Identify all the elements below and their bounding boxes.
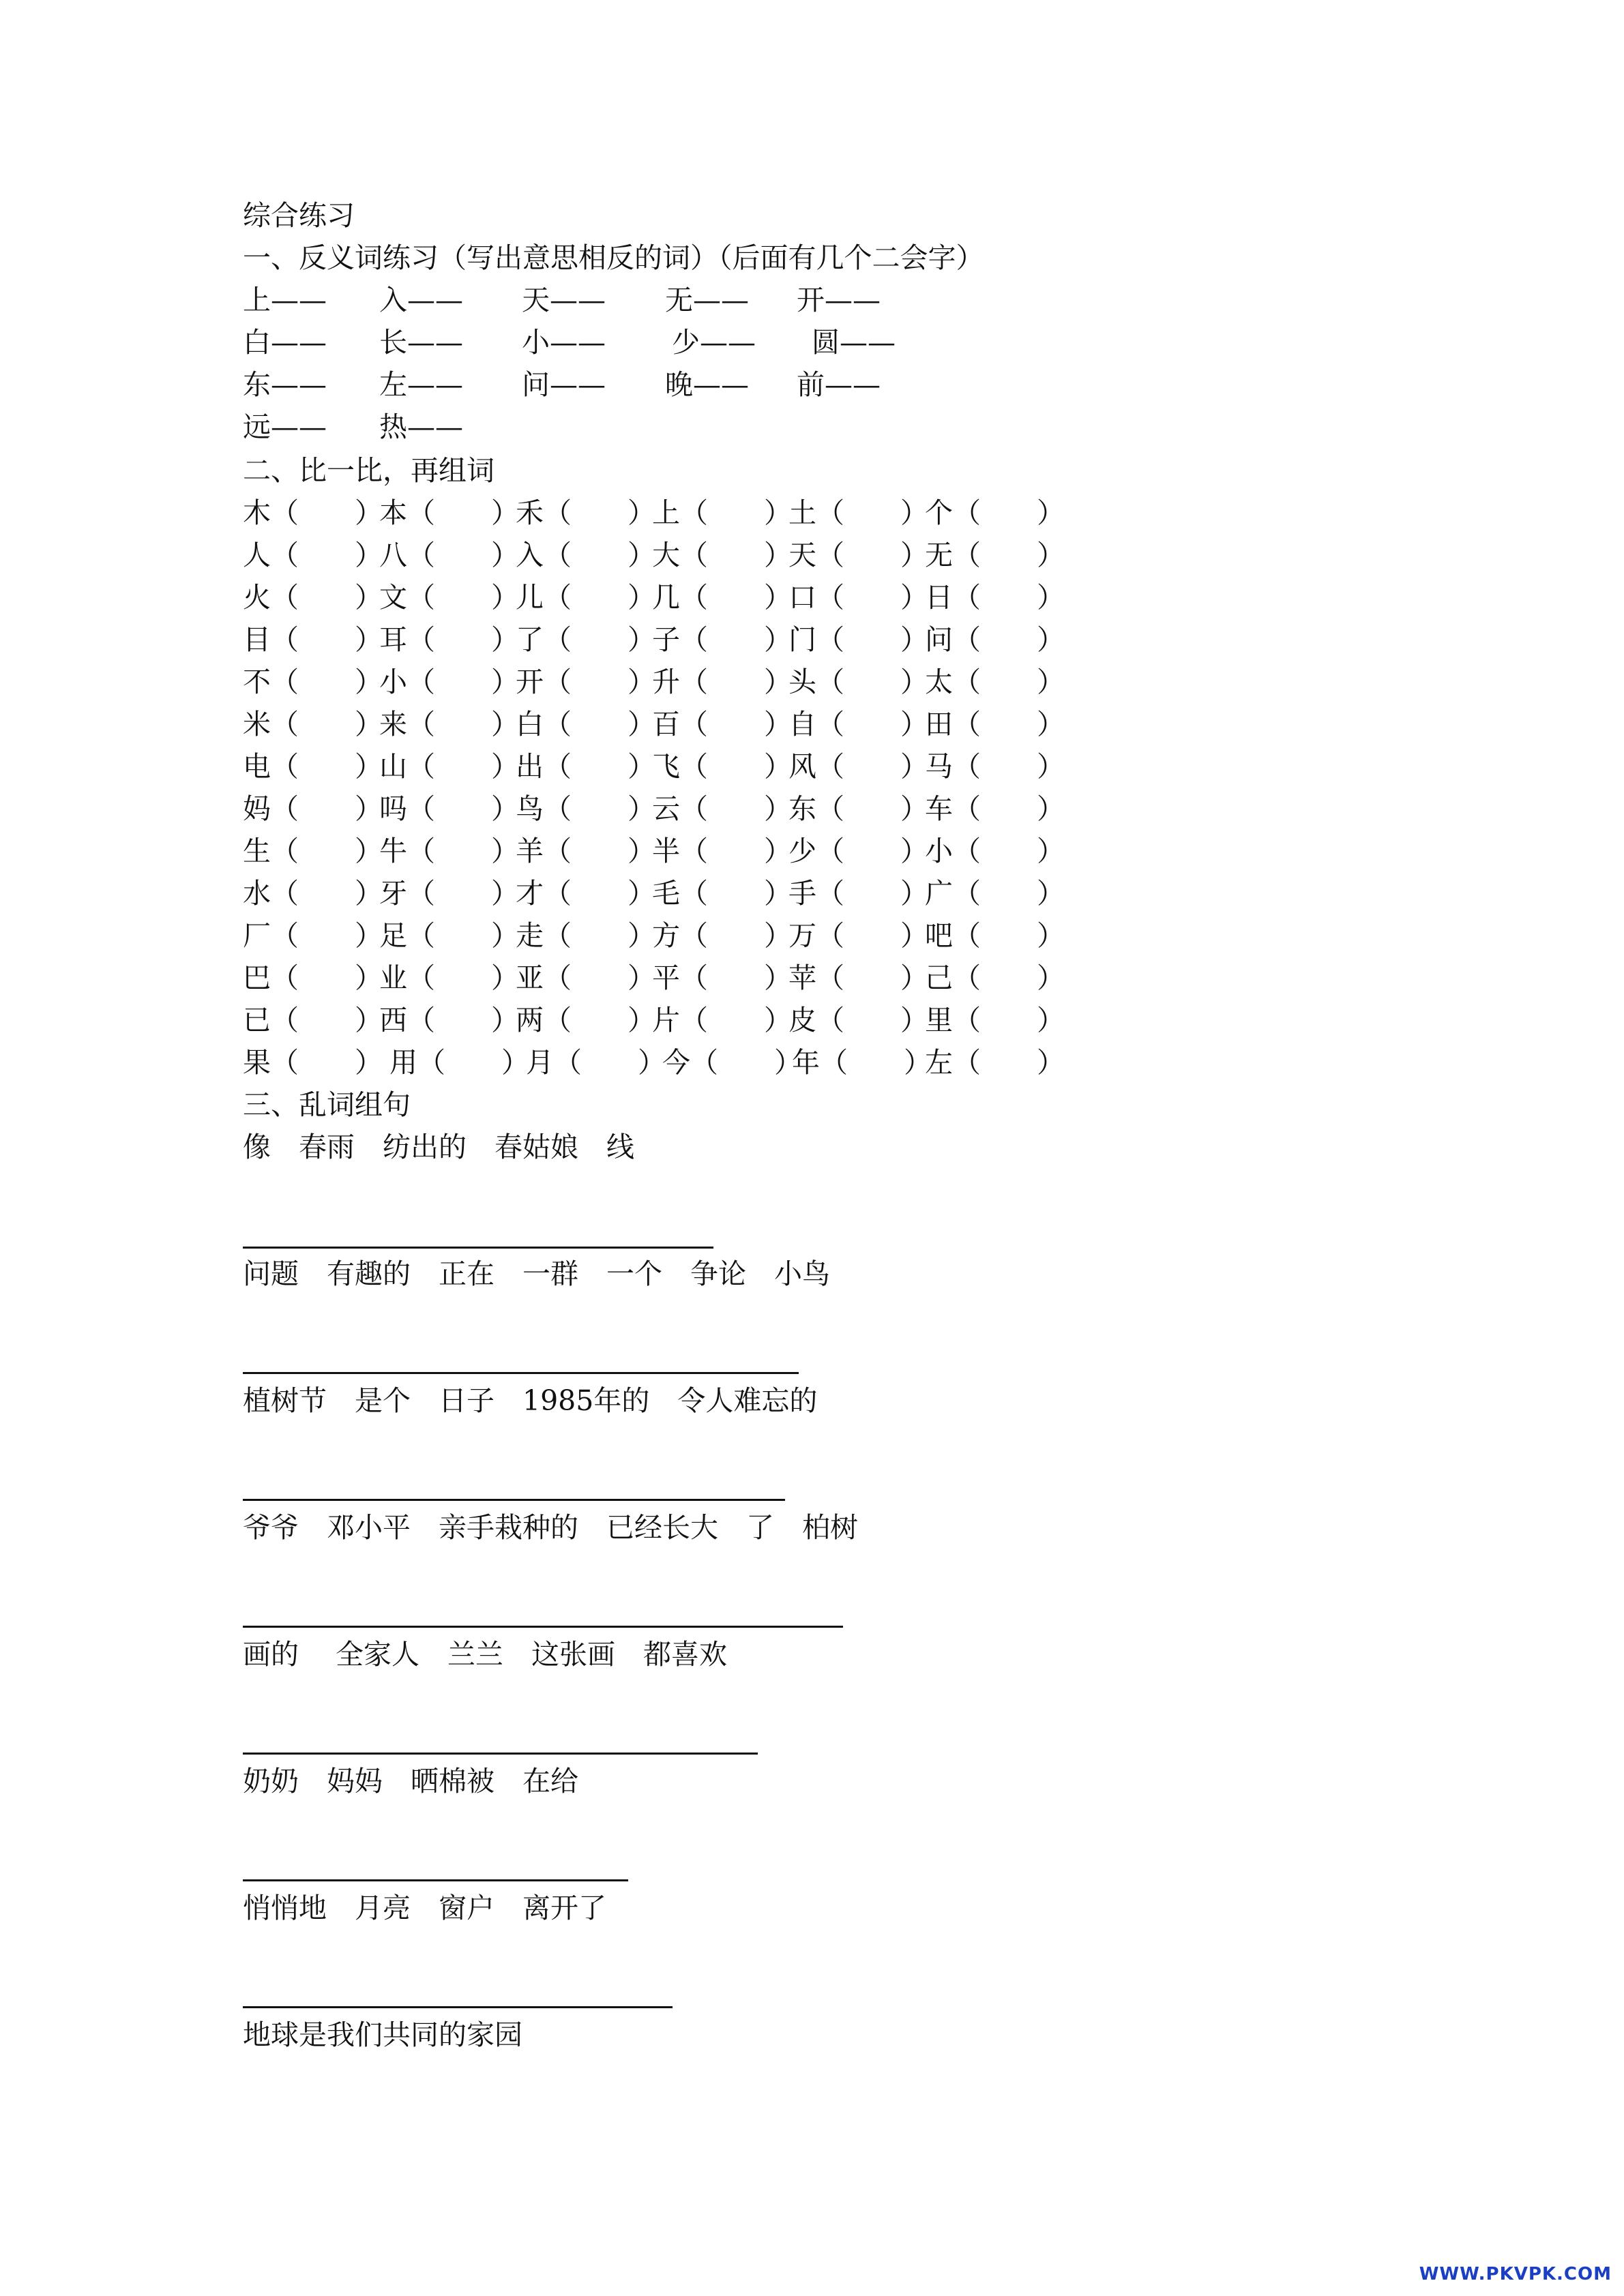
compare-item[interactable]: 吗（ ） bbox=[379, 792, 519, 825]
compare-item[interactable]: 日（ ） bbox=[925, 581, 1065, 614]
compare-item[interactable]: 西（ ） bbox=[379, 1004, 519, 1037]
compare-item[interactable]: 月（ ） bbox=[526, 1046, 666, 1079]
compare-item[interactable]: 白（ ） bbox=[516, 708, 655, 741]
compare-item[interactable]: 果（ ） bbox=[243, 1046, 383, 1079]
compare-item[interactable]: 来（ ） bbox=[379, 708, 519, 741]
compare-item[interactable]: 云（ ） bbox=[652, 792, 792, 825]
scramble-item: 问题 有趣的 正在 一群 一个 争论 小鸟 bbox=[243, 1257, 830, 1290]
compare-item[interactable]: 妈（ ） bbox=[243, 792, 383, 825]
compare-item[interactable]: 口（ ） bbox=[788, 581, 928, 614]
compare-row bbox=[243, 792, 1130, 825]
compare-row bbox=[243, 835, 1130, 867]
compare-item[interactable]: 火（ ） bbox=[243, 581, 383, 614]
compare-row bbox=[243, 750, 1130, 783]
scramble-item: 奶奶 妈妈 晒棉被 在给 bbox=[243, 1765, 578, 1798]
compare-item[interactable]: 门（ ） bbox=[788, 623, 928, 656]
compare-item[interactable]: 问（ ） bbox=[925, 623, 1065, 656]
compare-row bbox=[243, 496, 1130, 529]
compare-item[interactable]: 太（ ） bbox=[925, 666, 1065, 698]
antonym-item: 白—— bbox=[243, 326, 327, 359]
compare-item[interactable]: 足（ ） bbox=[379, 919, 519, 952]
compare-item[interactable]: 已（ ） bbox=[243, 1004, 383, 1037]
compare-item[interactable]: 水（ ） bbox=[243, 877, 383, 910]
compare-item[interactable]: 业（ ） bbox=[379, 961, 519, 994]
compare-item[interactable]: 上（ ） bbox=[652, 496, 792, 529]
compare-item[interactable]: 年（ ） bbox=[792, 1046, 932, 1079]
compare-item[interactable]: 半（ ） bbox=[652, 835, 792, 867]
answer-line[interactable] bbox=[243, 1626, 843, 1628]
compare-item[interactable]: 两（ ） bbox=[516, 1004, 655, 1037]
compare-item[interactable]: 才（ ） bbox=[516, 877, 655, 910]
antonym-item: 少—— bbox=[672, 326, 756, 359]
compare-item[interactable]: 毛（ ） bbox=[652, 877, 792, 910]
antonym-item: 小—— bbox=[522, 326, 606, 359]
compare-item[interactable]: 羊（ ） bbox=[516, 835, 655, 867]
compare-item[interactable]: 土（ ） bbox=[788, 496, 928, 529]
compare-row bbox=[243, 919, 1130, 952]
compare-item[interactable]: 手（ ） bbox=[788, 877, 928, 910]
antonym-item: 上—— bbox=[243, 284, 327, 316]
compare-item[interactable]: 小（ ） bbox=[925, 835, 1065, 867]
compare-row bbox=[243, 1004, 1130, 1037]
compare-item[interactable]: 用（ ） bbox=[389, 1046, 529, 1079]
compare-item[interactable]: 人（ ） bbox=[243, 539, 383, 571]
antonym-item: 远—— bbox=[243, 411, 327, 443]
compare-item[interactable]: 子（ ） bbox=[652, 623, 792, 656]
compare-item[interactable]: 生（ ） bbox=[243, 835, 383, 867]
compare-item[interactable]: 皮（ ） bbox=[788, 1004, 928, 1037]
section1-heading: 一、反义词练习（写出意思相反的词）（后面有几个二会字） bbox=[243, 241, 984, 274]
compare-row bbox=[243, 623, 1130, 656]
antonym-item: 前—— bbox=[797, 368, 881, 401]
compare-item[interactable]: 片（ ） bbox=[652, 1004, 792, 1037]
antonym-item: 天—— bbox=[522, 284, 606, 316]
compare-item[interactable]: 大（ ） bbox=[652, 539, 792, 571]
compare-item[interactable]: 无（ ） bbox=[925, 539, 1065, 571]
compare-item[interactable]: 车（ ） bbox=[925, 792, 1065, 825]
compare-item[interactable]: 苹（ ） bbox=[788, 961, 928, 994]
answer-line[interactable] bbox=[243, 1247, 713, 1249]
compare-item[interactable]: 电（ ） bbox=[243, 750, 383, 783]
compare-item[interactable]: 了（ ） bbox=[516, 623, 655, 656]
compare-row bbox=[243, 708, 1130, 741]
compare-item[interactable]: 方（ ） bbox=[652, 919, 792, 952]
compare-item[interactable]: 山（ ） bbox=[379, 750, 519, 783]
compare-item[interactable]: 个（ ） bbox=[925, 496, 1065, 529]
scramble-item: 悄悄地 月亮 窗户 离开了 bbox=[243, 1892, 606, 1924]
antonym-item: 入—— bbox=[379, 284, 463, 316]
compare-item[interactable]: 牛（ ） bbox=[379, 835, 519, 867]
compare-item[interactable]: 本（ ） bbox=[379, 496, 519, 529]
compare-item[interactable]: 出（ ） bbox=[516, 750, 655, 783]
compare-item[interactable]: 头（ ） bbox=[788, 666, 928, 698]
antonym-item: 热—— bbox=[379, 411, 463, 443]
compare-item[interactable]: 自（ ） bbox=[788, 708, 928, 741]
antonym-item: 问—— bbox=[522, 368, 606, 401]
compare-row bbox=[243, 539, 1130, 571]
compare-item[interactable]: 马（ ） bbox=[925, 750, 1065, 783]
compare-item[interactable]: 田（ ） bbox=[925, 708, 1065, 741]
compare-item[interactable]: 左（ ） bbox=[925, 1046, 1065, 1079]
compare-item[interactable]: 巴（ ） bbox=[243, 961, 383, 994]
compare-item[interactable]: 厂（ ） bbox=[243, 919, 383, 952]
answer-line[interactable] bbox=[243, 1879, 628, 1881]
compare-item[interactable]: 目（ ） bbox=[243, 623, 383, 656]
scramble-item: 像 春雨 纺出的 春姑娘 线 bbox=[243, 1131, 634, 1163]
antonym-item: 左—— bbox=[379, 368, 463, 401]
scramble-item: 地球是我们共同的家园 bbox=[243, 2018, 522, 2051]
site-watermark[interactable]: WWW.PKVPK.COM bbox=[1419, 2264, 1612, 2284]
compare-item[interactable]: 小（ ） bbox=[379, 666, 519, 698]
compare-row bbox=[243, 666, 1130, 698]
compare-item[interactable]: 升（ ） bbox=[652, 666, 792, 698]
answer-line[interactable] bbox=[243, 2006, 673, 2008]
compare-item[interactable]: 八（ ） bbox=[379, 539, 519, 571]
compare-row bbox=[243, 961, 1130, 994]
compare-item[interactable]: 入（ ） bbox=[516, 539, 655, 571]
antonym-item: 长—— bbox=[379, 326, 463, 359]
document-title: 综合练习 bbox=[243, 199, 355, 232]
compare-item[interactable]: 平（ ） bbox=[652, 961, 792, 994]
section3-heading: 三、乱词组句 bbox=[243, 1088, 411, 1121]
answer-line[interactable] bbox=[243, 1372, 799, 1374]
antonym-item: 无—— bbox=[665, 284, 749, 316]
compare-item[interactable]: 百（ ） bbox=[652, 708, 792, 741]
compare-row bbox=[243, 581, 1130, 614]
compare-item[interactable]: 今（ ） bbox=[662, 1046, 802, 1079]
compare-item[interactable]: 飞（ ） bbox=[652, 750, 792, 783]
antonym-item: 东—— bbox=[243, 368, 327, 401]
compare-item[interactable]: 不（ ） bbox=[243, 666, 383, 698]
compare-item[interactable]: 文（ ） bbox=[379, 581, 519, 614]
compare-item[interactable]: 儿（ ） bbox=[516, 581, 655, 614]
compare-item[interactable]: 米（ ） bbox=[243, 708, 383, 741]
answer-line[interactable] bbox=[243, 1753, 758, 1755]
scramble-item: 画的 全家人 兰兰 这张画 都喜欢 bbox=[243, 1638, 728, 1671]
compare-item[interactable]: 走（ ） bbox=[516, 919, 655, 952]
section2-heading: 二、比一比，再组词 bbox=[243, 454, 494, 487]
scramble-item: 爷爷 邓小平 亲手栽种的 已经长大 了 柏树 bbox=[243, 1511, 858, 1544]
compare-item[interactable]: 东（ ） bbox=[788, 792, 928, 825]
compare-item[interactable]: 牙（ ） bbox=[379, 877, 519, 910]
antonym-item: 开—— bbox=[797, 284, 881, 316]
answer-line[interactable] bbox=[243, 1499, 785, 1501]
compare-item[interactable]: 开（ ） bbox=[516, 666, 655, 698]
compare-item[interactable]: 己（ ） bbox=[925, 961, 1065, 994]
antonym-item: 圆—— bbox=[812, 326, 896, 359]
compare-item[interactable]: 少（ ） bbox=[788, 835, 928, 867]
compare-row bbox=[243, 1046, 1130, 1079]
compare-item[interactable]: 禾（ ） bbox=[516, 496, 655, 529]
compare-item[interactable]: 天（ ） bbox=[788, 539, 928, 571]
antonym-item: 晚—— bbox=[665, 368, 749, 401]
compare-item[interactable]: 风（ ） bbox=[788, 750, 928, 783]
scramble-item: 植树节 是个 日子 1985年的 令人难忘的 bbox=[243, 1384, 818, 1417]
compare-item[interactable]: 木（ ） bbox=[243, 496, 383, 529]
compare-item[interactable]: 几（ ） bbox=[652, 581, 792, 614]
compare-item[interactable]: 吧（ ） bbox=[925, 919, 1065, 952]
compare-item[interactable]: 里（ ） bbox=[925, 1004, 1065, 1037]
compare-item[interactable]: 耳（ ） bbox=[379, 623, 519, 656]
compare-item[interactable]: 万（ ） bbox=[788, 919, 928, 952]
compare-item[interactable]: 亚（ ） bbox=[516, 961, 655, 994]
compare-item[interactable]: 广（ ） bbox=[925, 877, 1065, 910]
compare-item[interactable]: 鸟（ ） bbox=[516, 792, 655, 825]
compare-row bbox=[243, 877, 1130, 910]
